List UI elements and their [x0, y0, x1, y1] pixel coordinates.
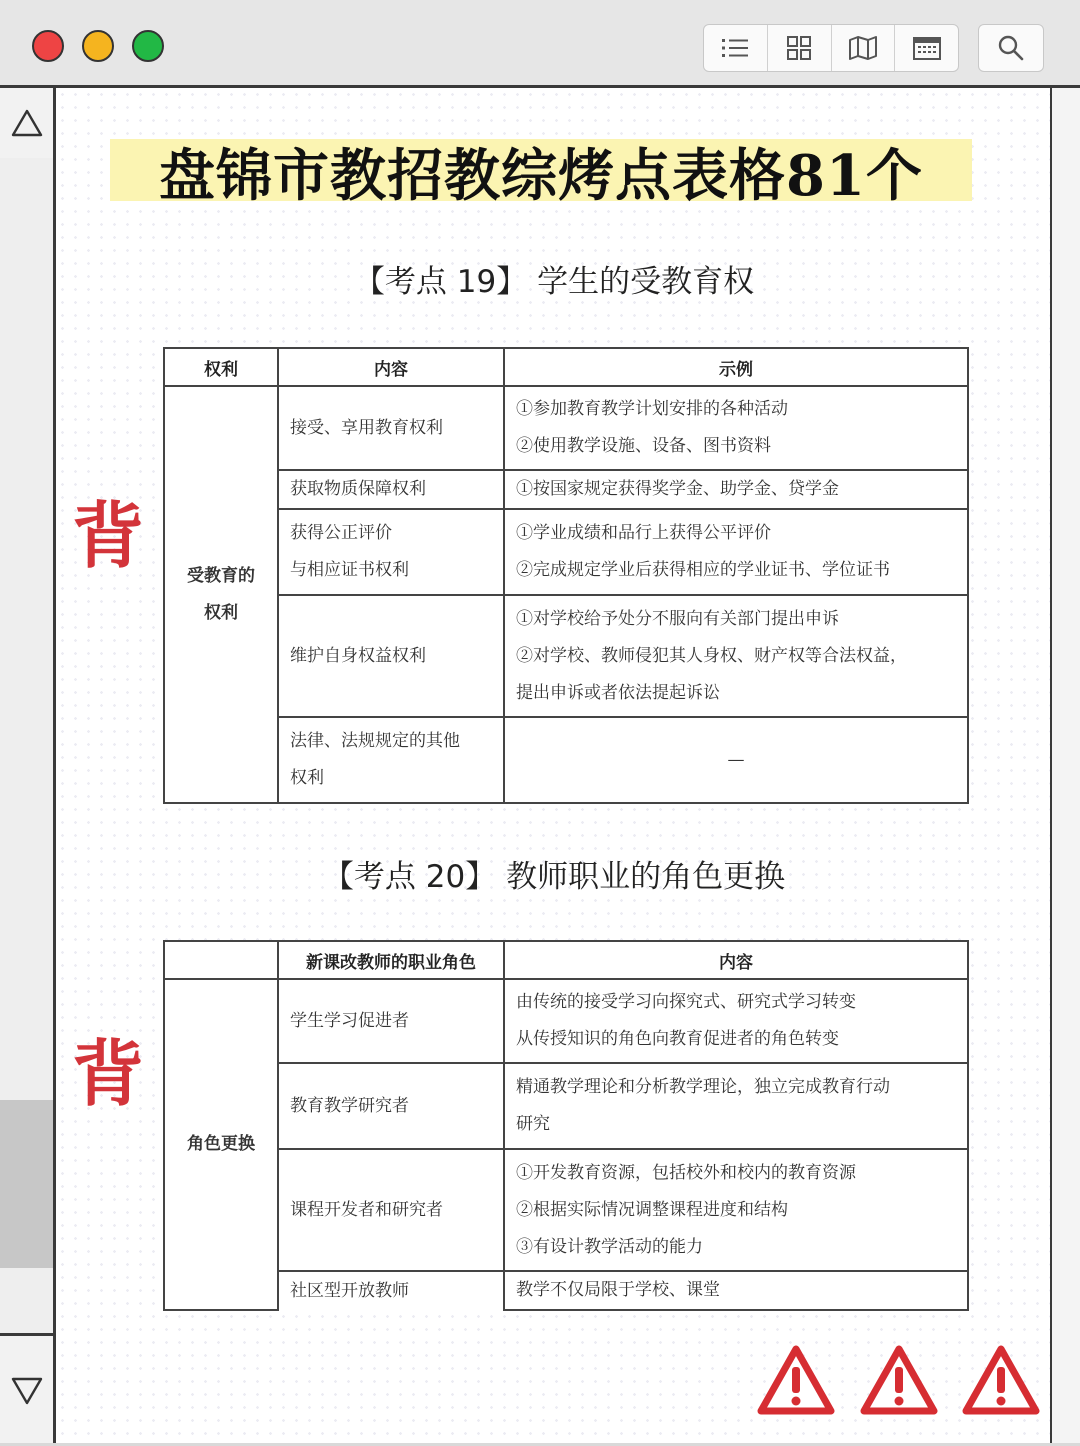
cell-text: ①学业成绩和品行上获得公平评价: [516, 523, 771, 543]
warning-icon: [756, 1343, 836, 1419]
cell-text: 精通教学理论和分析教学理论，独立完成教育行动: [516, 1077, 890, 1097]
cell-text: ①按国家规定获得奖学金、助学金、贷学金: [516, 479, 839, 499]
list-view-button[interactable]: [704, 25, 768, 71]
map-view-button[interactable]: [832, 25, 896, 71]
example-cell: [504, 1149, 968, 1271]
table-header-row: [164, 941, 968, 979]
table-row: [164, 595, 968, 717]
column-header: 权利: [164, 348, 278, 386]
example-cell: [504, 509, 968, 595]
rights-table: [163, 347, 969, 804]
table-row: [164, 509, 968, 595]
window-titlebar: [0, 0, 1080, 88]
scroll-thumb[interactable]: [0, 1100, 53, 1268]
memorize-mark: 背: [72, 1031, 145, 1116]
content-cell: [278, 509, 504, 595]
content-cell: [278, 386, 504, 470]
triangle-up-icon: [10, 108, 44, 138]
group-label: 权利: [204, 602, 238, 623]
content-cell: [278, 717, 504, 803]
minimize-window-button[interactable]: [82, 30, 114, 62]
cell-text: 从传授知识的角色向教育促进者的角色转变: [516, 1029, 839, 1049]
table-row: [164, 1149, 968, 1271]
content-cell: [278, 595, 504, 717]
content-cell: [278, 470, 504, 509]
document-page: [56, 88, 1052, 1443]
cell-text: 教学不仅局限于学校、课堂: [516, 1280, 720, 1300]
cell-text: ①开发教育资源，包括校外和校内的教育资源: [516, 1162, 856, 1183]
window-right-edge: [1052, 88, 1080, 1443]
page-title: 盘锦市教招教综烤点表格81个: [159, 143, 923, 209]
cell-text: 接受、享用教育权利: [290, 417, 443, 438]
cell-text: ①参加教育教学计划安排的各种活动: [516, 399, 788, 419]
cell-text: 由传统的接受学习向探究式、研究式学习转变: [516, 992, 856, 1012]
column-header: [164, 941, 278, 979]
calendar-view-button[interactable]: [895, 25, 958, 71]
calendar-icon: [912, 35, 942, 61]
cell-text: 研究: [516, 1114, 550, 1134]
cell-text: 学生学习促进者: [290, 1010, 409, 1031]
section-20-heading: 【考点 20】 教师职业的角色更换: [322, 859, 786, 895]
maximize-window-button[interactable]: [132, 30, 164, 62]
group-label: 受教育的: [187, 565, 255, 586]
example-cell: [504, 979, 968, 1063]
close-window-button[interactable]: [32, 30, 64, 62]
example-cell: [504, 1271, 968, 1310]
cell-text: ①对学校给予处分不服向有关部门提出申诉: [516, 608, 839, 629]
content-cell: [278, 1063, 504, 1149]
warning-icons-row: [756, 1343, 1046, 1423]
cell-text: 获得公正评价: [290, 523, 392, 543]
warning-icon: [961, 1343, 1041, 1419]
cell-text: 维护自身权益权利: [290, 645, 426, 666]
section-19-heading: 【考点 19】 学生的受教育权: [353, 264, 755, 300]
cell-text: 教育教学研究者: [290, 1095, 409, 1116]
cell-text: ②对学校、教师侵犯其人身权、财产权等合法权益，: [516, 645, 907, 666]
cell-text: ②使用教学设施、设备、图书资料: [516, 436, 771, 456]
search-icon: [997, 34, 1025, 62]
cell-text: 与相应证书权利: [290, 560, 409, 580]
cell-text: ②根据实际情况调整课程进度和结构: [516, 1199, 788, 1220]
table-row: [164, 1271, 968, 1310]
cell-text: 社区型开放教师: [290, 1280, 409, 1301]
table-row: [164, 1063, 968, 1149]
cell-text: 权利: [290, 768, 324, 788]
scroll-down-button[interactable]: [0, 1333, 53, 1446]
column-header: 示例: [504, 348, 968, 386]
example-cell: [504, 1063, 968, 1149]
column-header: 内容: [278, 348, 504, 386]
group-cell: [164, 386, 278, 803]
cell-text: 提出申诉或者依法提起诉讼: [516, 682, 720, 703]
table-row: [164, 979, 968, 1063]
vertical-scrollbar[interactable]: [0, 88, 56, 1443]
view-toolbar: [703, 24, 959, 72]
example-cell: [504, 595, 968, 717]
table-row: [164, 386, 968, 470]
table-row: [164, 470, 968, 509]
warning-icon: [859, 1343, 939, 1419]
example-cell: [504, 470, 968, 509]
group-label: 角色更换: [187, 1134, 255, 1154]
cell-text: ②完成规定学业后获得相应的学业证书、学位证书: [516, 560, 890, 580]
example-cell: [504, 717, 968, 803]
table-header-row: [164, 348, 968, 386]
cell-text: —: [727, 749, 745, 770]
cell-text: 课程开发者和研究者: [290, 1199, 443, 1220]
grid-view-button[interactable]: [768, 25, 832, 71]
cell-text: ③有设计教学活动的能力: [516, 1236, 703, 1257]
scroll-up-button[interactable]: [0, 88, 53, 158]
triangle-down-icon: [10, 1376, 44, 1406]
content-cell: [278, 1149, 504, 1271]
content-cell: [278, 979, 504, 1063]
content-cell: [278, 1271, 504, 1310]
group-cell: [164, 979, 278, 1310]
column-header: 内容: [504, 941, 968, 979]
cell-text: 法律、法规规定的其他: [290, 731, 460, 751]
map-icon: [848, 35, 878, 61]
example-cell: [504, 386, 968, 470]
table-row: [164, 717, 968, 803]
cell-text: 获取物质保障权利: [290, 479, 426, 499]
memorize-mark: 背: [72, 493, 145, 578]
list-icon: [720, 36, 750, 60]
grid-icon: [786, 35, 812, 61]
search-button[interactable]: [978, 24, 1044, 72]
roles-table: [163, 940, 969, 1311]
column-header: 新课改教师的职业角色: [278, 941, 504, 979]
